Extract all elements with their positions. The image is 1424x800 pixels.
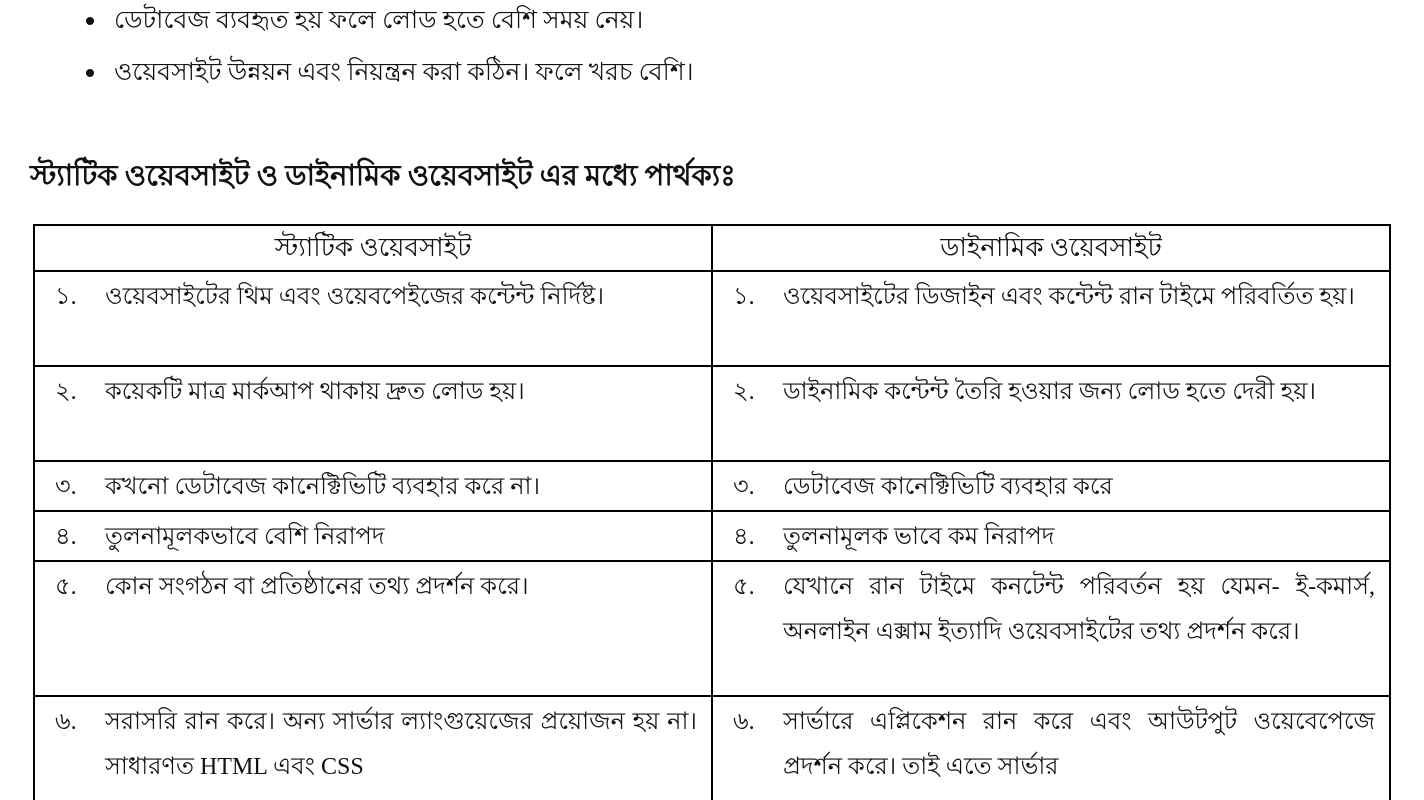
cell-static — [34, 366, 712, 461]
table-row — [34, 511, 1390, 561]
bullet-text: ডেটাবেজ ব্যবহৃত হয় ফলে লোড হতে বেশি সময় নেয়। — [114, 7, 644, 34]
cell-text: যেখানে রান টাইমে কনটেন্ট পরিবর্তন হয় যেমন- ই-কমার্স, অনলাইন এক্সাম ইত্যাদি ওয়েবসাইটের তথ্য প্রদর্শন করে। — [783, 574, 1375, 645]
bullet-item — [86, 54, 1424, 92]
cell-text: তুলনামূলক ভাবে কম নিরাপদ — [783, 524, 1055, 550]
row-number: ৪. — [733, 524, 755, 550]
cell-dynamic — [712, 561, 1390, 696]
row-number: ৫. — [55, 574, 77, 600]
table-header-static: স্ট্যাটিক ওয়েবসাইট — [34, 225, 712, 271]
row-number: ১. — [55, 284, 77, 310]
cell-text: ওয়েবসাইটের ডিজাইন এবং কন্টেন্ট রান টাইমে পরিবর্তিত হয়। — [783, 284, 1355, 310]
row-number: ৬. — [733, 709, 755, 735]
bullet-text: ওয়েবসাইট উন্নয়ন এবং নিয়ন্ত্রন করা কঠিন। ফলে খরচ বেশি। — [114, 59, 694, 86]
bullet-dot-icon — [86, 17, 94, 25]
cell-dynamic — [712, 366, 1390, 461]
cell-static — [34, 511, 712, 561]
cell-text: কোন সংগঠন বা প্রতিষ্ঠানের তথ্য প্রদর্শন করে। — [105, 574, 529, 600]
cell-text: ডাইনামিক কন্টেন্ট তৈরি হওয়ার জন্য লোড হতে দেরী হয়। — [783, 379, 1316, 405]
cell-text: সার্ভারে এপ্লিকেশন রান করে এবং আউটপুট ওয়েবেপেজে প্রদর্শন করে। তাই এতে সার্ভার — [783, 709, 1375, 780]
row-number: ৪. — [55, 524, 77, 550]
bullet-item — [86, 2, 1424, 40]
row-number: ২. — [55, 379, 77, 405]
row-number: ১. — [733, 284, 755, 310]
row-number: ৩. — [733, 474, 755, 500]
comparison-table — [33, 224, 1391, 800]
table-header-dynamic: ডাইনামিক ওয়েবসাইট — [712, 225, 1390, 271]
row-number: ২. — [733, 379, 755, 405]
cell-dynamic — [712, 511, 1390, 561]
cell-static — [34, 561, 712, 696]
cell-static — [34, 271, 712, 366]
cell-static — [34, 696, 712, 800]
table-row — [34, 561, 1390, 696]
page-title: স্ট্যাটিক ওয়েবসাইট ও ডাইনামিক ওয়েবসাইট এর মধ্যে পার্থক্যঃ — [30, 160, 736, 192]
cell-text: কখনো ডেটাবেজ কানেক্টিভিটি ব্যবহার করে না। — [105, 474, 541, 500]
cell-dynamic — [712, 696, 1390, 800]
cell-text: কয়েকটি মাত্র মার্কআপ থাকায় দ্রুত লোড হয়। — [105, 379, 525, 405]
cell-static — [34, 461, 712, 511]
cell-text: সরাসরি রান করে। অন্য সার্ভার ল্যাংগুয়েজের প্রয়োজন হয় না। সাধারণত HTML এবং CSS — [105, 709, 697, 780]
table-row — [34, 271, 1390, 366]
table-header-row — [34, 225, 1390, 271]
table-row — [34, 366, 1390, 461]
row-number: ৬. — [55, 709, 77, 735]
intro-bullet-list — [86, 2, 1424, 92]
table-row — [34, 461, 1390, 511]
table-row — [34, 696, 1390, 800]
cell-text: ওয়েবসাইটের থিম এবং ওয়েবপেইজের কন্টেন্ট নির্দিষ্ট। — [105, 284, 605, 310]
cell-text: ডেটাবেজ কানেক্টিভিটি ব্যবহার করে — [783, 474, 1113, 500]
cell-dynamic — [712, 461, 1390, 511]
row-number: ৩. — [55, 474, 77, 500]
row-number: ৫. — [733, 574, 755, 600]
bullet-dot-icon — [86, 69, 94, 77]
cell-text: তুলনামূলকভাবে বেশি নিরাপদ — [105, 524, 385, 550]
cell-dynamic — [712, 271, 1390, 366]
